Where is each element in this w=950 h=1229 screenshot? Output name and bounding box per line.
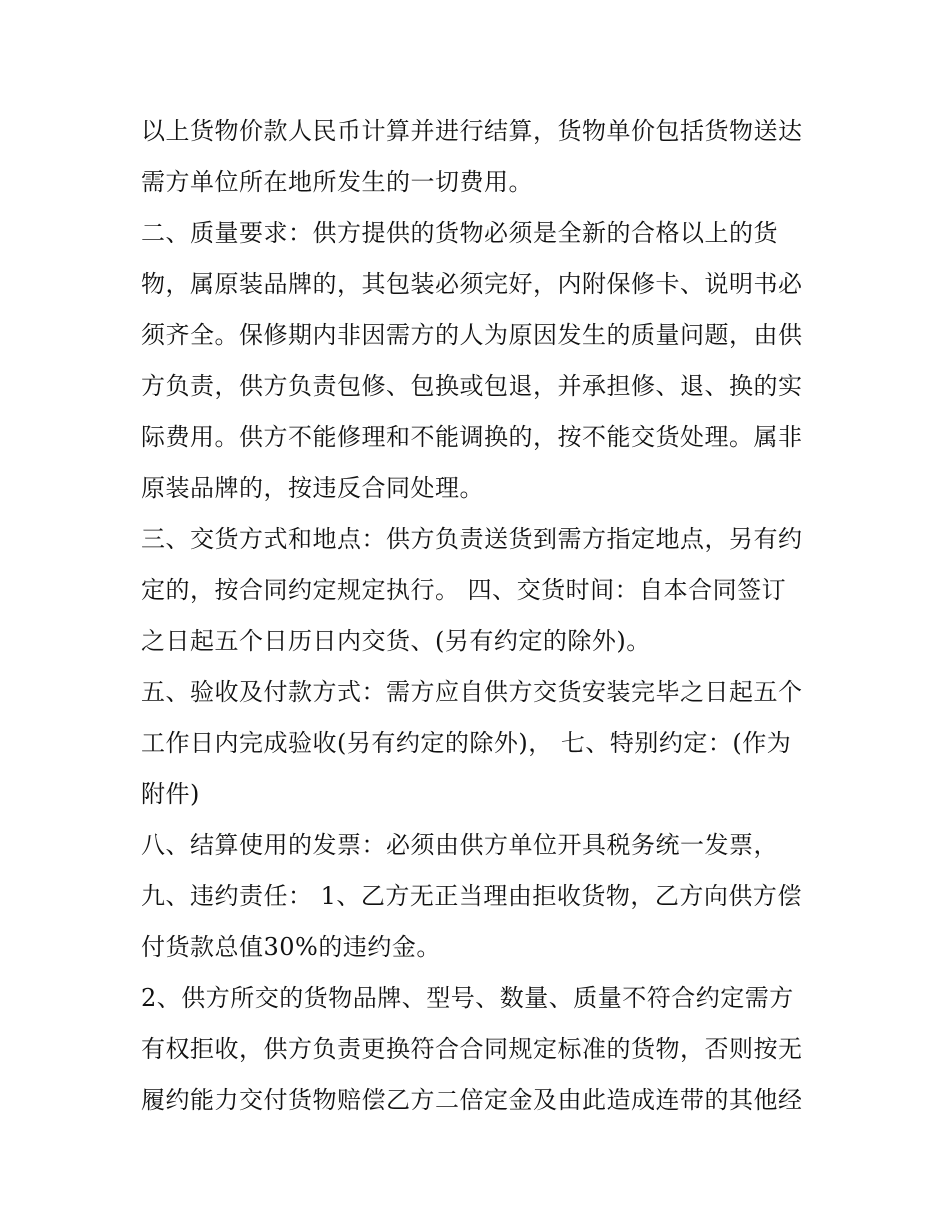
text-line: 工作日内完成验收(另有约定的除外)， 七、特别约定：(作为 bbox=[141, 729, 792, 757]
text-line: 之日起五个日历日内交货、(另有约定的除外)。 bbox=[141, 627, 651, 655]
text-line: 需方单位所在地所发生的一切费用。 bbox=[141, 168, 533, 196]
text-line: 际费用。供方不能修理和不能调换的，按不能交货处理。属非 bbox=[141, 423, 803, 451]
text-line: 九、违约责任： 1、乙方无正当理由拒收货物，乙方向供方偿 bbox=[141, 882, 802, 910]
text-line: 原装品牌的，按违反合同处理。 bbox=[141, 474, 484, 502]
text-line: 定的，按合同约定规定执行。 四、交货时间：自本合同签订 bbox=[141, 576, 787, 604]
text-line: 履约能力交付货物赔偿乙方二倍定金及由此造成连带的其他经 bbox=[141, 1086, 803, 1114]
text-line: 方负责，供方负责包修、包换或包退，并承担修、退、换的实 bbox=[141, 372, 803, 400]
text-line: 物，属原装品牌的，其包装必须完好，内附保修卡、说明书必 bbox=[141, 270, 803, 298]
text-line: 2、供方所交的货物品牌、型号、数量、质量不符合约定需方 bbox=[141, 984, 794, 1012]
text-line: 三、交货方式和地点：供方负责送货到需方指定地点，另有约 bbox=[141, 525, 803, 553]
text-line: 附件) bbox=[141, 780, 200, 808]
text-line: 以上货物价款人民币计算并进行结算，货物单价包括货物送达 bbox=[141, 117, 803, 145]
text-line: 须齐全。保修期内非因需方的人为原因发生的质量问题，由供 bbox=[141, 321, 803, 349]
contract-text-body bbox=[141, 106, 821, 1126]
text-line: 付货款总值30%的违约金。 bbox=[141, 933, 441, 961]
text-line: 八、结算使用的发票：必须由供方单位开具税务统一发票， bbox=[141, 831, 778, 859]
text-line: 二、质量要求：供方提供的货物必须是全新的合格以上的货 bbox=[141, 219, 778, 247]
text-line: 有权拒收，供方负责更换符合合同规定标准的货物，否则按无 bbox=[141, 1035, 803, 1063]
text-line: 五、验收及付款方式：需方应自供方交货安装完毕之日起五个 bbox=[141, 678, 803, 706]
